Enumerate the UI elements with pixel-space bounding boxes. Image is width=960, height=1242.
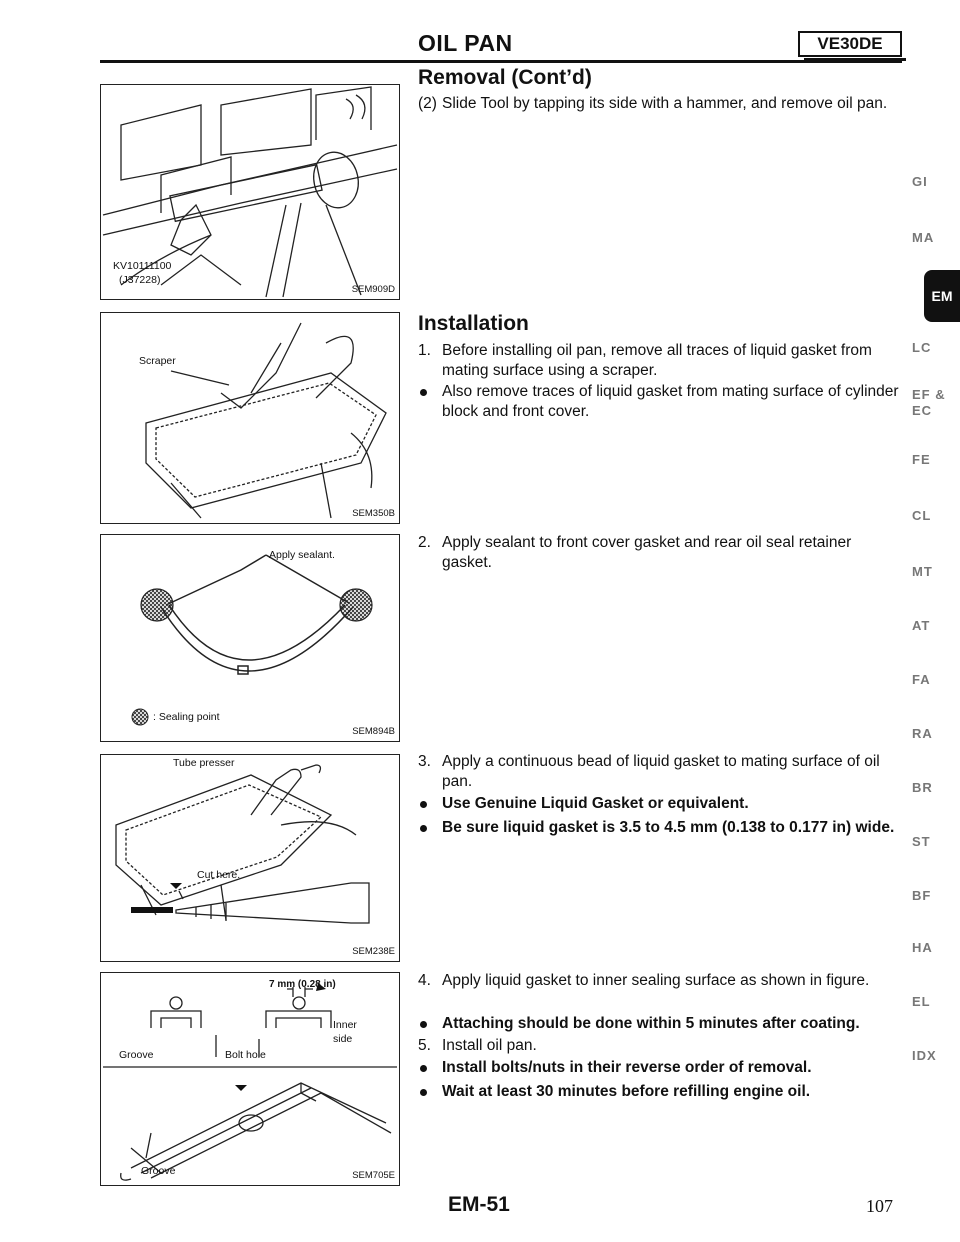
- side-tab-br[interactable]: BR: [912, 780, 933, 795]
- engine-code-badge: VE30DE: [798, 31, 902, 57]
- install-step-5-note-1: [418, 1058, 902, 1078]
- sealing-point-left: [141, 589, 173, 621]
- note-text: Wait at least 30 minutes before refilling engine oil.: [442, 1083, 811, 1100]
- groove-label-bottom: Groove: [141, 1165, 176, 1177]
- install-step-2: [418, 533, 902, 573]
- arrow-down-icon: [170, 883, 182, 889]
- install-step-5: [418, 1036, 902, 1056]
- step-text: Before installing oil pan, remove all traces of liquid gasket from mating surface using a scraper.: [442, 342, 872, 379]
- scraper-label: Scraper: [139, 355, 176, 367]
- install-step-4: [418, 971, 902, 991]
- side-tab-el[interactable]: EL: [912, 994, 931, 1009]
- groove-label: Groove: [119, 1049, 154, 1061]
- figure-tube-presser: [100, 754, 400, 962]
- side-label: side: [333, 1033, 353, 1045]
- side-tab-cl[interactable]: CL: [912, 508, 932, 523]
- step-number: (2): [418, 95, 437, 112]
- install-step-1: [418, 341, 902, 381]
- figure-groove-bolt-hole: [100, 972, 400, 1186]
- side-tab-fa[interactable]: FA: [912, 672, 931, 687]
- tool-alt-number: (J37228): [119, 274, 161, 286]
- figure-code: SEM705E: [352, 1170, 395, 1181]
- step-number: 4.: [418, 972, 431, 989]
- side-tab-bf[interactable]: BF: [912, 888, 932, 903]
- bullet-icon: [420, 1021, 427, 1028]
- sealing-point-right: [340, 589, 372, 621]
- figure-code: SEM909D: [351, 284, 395, 295]
- note-text: Attaching should be done within 5 minutes after coating.: [442, 1015, 860, 1032]
- page-section-id: EM-51: [448, 1193, 510, 1216]
- svg-text:(J37228): [119, 274, 160, 286]
- side-tab-gi[interactable]: GI: [912, 174, 928, 189]
- side-tab-ha[interactable]: HA: [912, 940, 933, 955]
- tool-number: KV10111100: [113, 260, 172, 272]
- side-tab-idx[interactable]: IDX: [912, 1048, 937, 1063]
- figure-scraper: [100, 312, 400, 524]
- cut-here-label: Cut here.: [197, 869, 241, 881]
- step-text: Slide Tool by tapping its side with a hammer, and remove oil pan.: [442, 95, 888, 112]
- step-number: 2.: [418, 534, 431, 551]
- figure-code: SEM350B: [352, 508, 395, 519]
- sealing-point-legend-icon: [132, 709, 148, 725]
- scraper-illustration: [101, 313, 399, 523]
- page-number: 107: [866, 1196, 893, 1216]
- note-text: Install bolts/nuts in their reverse order of removal.: [442, 1059, 812, 1076]
- side-tab-ef[interactable]: EF &: [912, 387, 946, 402]
- dimension-label: 7 mm (0.28 in): [269, 979, 336, 990]
- tube-presser-illustration: [101, 755, 399, 961]
- step-text: Install oil pan.: [442, 1037, 537, 1054]
- page-title: OIL PAN: [418, 30, 513, 56]
- side-tab-em-active[interactable]: EM: [924, 270, 960, 322]
- side-tab-ra[interactable]: RA: [912, 726, 933, 741]
- groove-bolt-hole-diagram: [101, 973, 399, 1185]
- bullet-icon: [420, 1089, 427, 1096]
- install-step-3-note-2: [418, 818, 902, 838]
- figure-code: SEM894B: [352, 726, 395, 737]
- note-text: Be sure liquid gasket is 3.5 to 4.5 mm (0.138 to 0.177 in) wide.: [442, 819, 895, 836]
- installation-heading: Installation: [418, 312, 529, 335]
- bullet-icon: [420, 1065, 427, 1072]
- side-tab-ma[interactable]: MA: [912, 230, 935, 245]
- install-step-3: [418, 752, 902, 792]
- note-text: Also remove traces of liquid gasket from mating surface of cylinder block and front cover.: [442, 383, 899, 420]
- install-step-5-note-2: [418, 1082, 902, 1102]
- hammer-tool-illustration: [101, 85, 399, 299]
- removal-heading: Removal (Cont’d): [418, 66, 592, 89]
- inner-label: Inner: [333, 1019, 357, 1031]
- install-step-4-note: [418, 1014, 902, 1034]
- apply-sealant-label: Apply sealant.: [269, 549, 335, 561]
- side-tab-lc[interactable]: LC: [912, 340, 932, 355]
- tube-presser-label: Tube presser: [173, 757, 235, 769]
- sealing-points-diagram: [101, 535, 399, 741]
- step-text: Apply a continuous bead of liquid gasket to mating surface of oil pan.: [442, 753, 880, 790]
- bullet-icon: [420, 825, 427, 832]
- bolt-hole-label: Bolt hole: [225, 1049, 266, 1061]
- removal-step-2: [418, 94, 902, 114]
- step-number: 3.: [418, 753, 431, 770]
- figure-sealant-points: [100, 534, 400, 742]
- step-number: 5.: [418, 1037, 431, 1054]
- side-tab-st[interactable]: ST: [912, 834, 931, 849]
- svg-text:KV10111100: [113, 260, 172, 272]
- header-rule: [100, 60, 902, 63]
- side-tab-ec[interactable]: EC: [912, 403, 933, 418]
- bullet-icon: [420, 389, 427, 396]
- side-tab-at[interactable]: AT: [912, 618, 931, 633]
- step-number: 1.: [418, 342, 431, 359]
- step-text: Apply sealant to front cover gasket and rear oil seal retainer gasket.: [442, 534, 852, 571]
- sealing-point-legend: : Sealing point: [153, 711, 220, 723]
- bullet-icon: [420, 801, 427, 808]
- arrow-down-icon: [235, 1085, 247, 1091]
- side-tab-mt[interactable]: MT: [912, 564, 933, 579]
- figure-hammer-tool: [100, 84, 400, 300]
- figure-code: SEM238E: [352, 946, 395, 957]
- step-text: Apply liquid gasket to inner sealing surface as shown in figure.: [442, 972, 870, 989]
- install-step-3-note-1: [418, 794, 902, 814]
- install-step-1-note: [418, 382, 902, 422]
- side-tab-fe[interactable]: FE: [912, 452, 931, 467]
- note-text: Use Genuine Liquid Gasket or equivalent.: [442, 795, 749, 812]
